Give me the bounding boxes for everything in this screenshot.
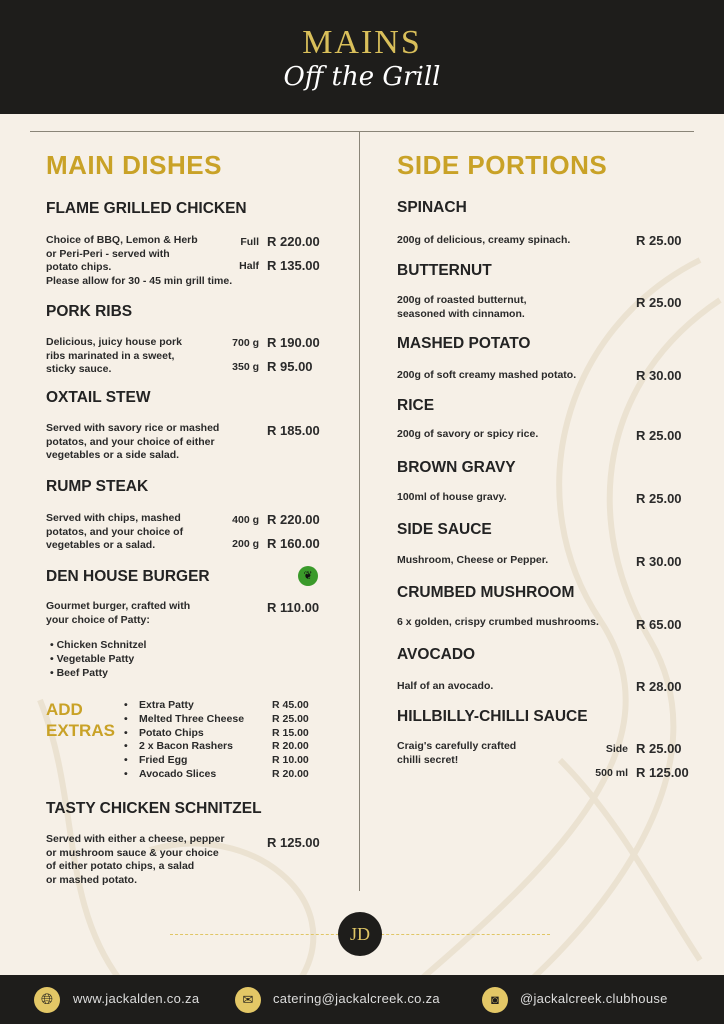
header bbox=[0, 0, 724, 114]
vegan-leaf-icon: ❦ bbox=[298, 566, 318, 586]
item-description bbox=[397, 616, 599, 630]
footer bbox=[0, 975, 724, 1024]
item-name: RUMP STEAK bbox=[46, 478, 149, 495]
extra-price: R 20.00 bbox=[272, 768, 309, 780]
item-price: R 190.00 bbox=[267, 335, 320, 350]
portion-label: 200 g bbox=[232, 538, 259, 550]
item-price: R 30.00 bbox=[636, 368, 682, 383]
item-price: R 125.00 bbox=[636, 765, 689, 780]
extra-bullet: • bbox=[124, 712, 128, 725]
item-name: DEN HOUSE BURGER bbox=[46, 568, 210, 585]
item-description bbox=[46, 336, 182, 377]
item-price: R 185.00 bbox=[267, 423, 320, 438]
description-line: 200g of delicious, creamy spinach. bbox=[397, 234, 571, 246]
item-price: R 220.00 bbox=[267, 234, 320, 249]
item-name: AVOCADO bbox=[397, 646, 476, 663]
description-line: vegetables or a salad. bbox=[46, 539, 156, 551]
column-divider bbox=[359, 131, 360, 891]
item-description bbox=[397, 428, 538, 442]
burger-option: • Chicken Schnitzel bbox=[50, 639, 147, 651]
item-name: HILLBILLY-CHILLI SAUCE bbox=[397, 708, 588, 725]
extra-price: R 20.00 bbox=[272, 740, 309, 753]
item-description bbox=[46, 512, 183, 553]
description-line: 200g of roasted butternut, bbox=[397, 294, 527, 306]
description-line: vegetables or a side salad. bbox=[46, 449, 180, 461]
globe-icon: 🌐︎ bbox=[34, 987, 60, 1013]
extra-price: R 10.00 bbox=[272, 754, 309, 767]
portion-label: 350 g bbox=[232, 361, 259, 373]
extras-title-line1: ADD bbox=[46, 700, 83, 719]
item-price: R 25.00 bbox=[636, 233, 682, 248]
description-line: 100ml of house gravy. bbox=[397, 491, 507, 503]
side-portions-title: SIDE PORTIONS bbox=[397, 150, 608, 180]
portion-label: Full bbox=[240, 236, 259, 248]
social-link[interactable]: @jackalcreek.clubhouse bbox=[520, 991, 668, 1006]
description-line: Please allow for 30 - 45 min grill time. bbox=[46, 274, 233, 287]
item-price: R 160.00 bbox=[267, 536, 320, 551]
email-link[interactable]: catering@jackalcreek.co.za bbox=[273, 991, 440, 1006]
page-title: MAINS bbox=[302, 24, 422, 61]
description-line: Craig's carefully crafted bbox=[397, 740, 517, 752]
item-price: R 110.00 bbox=[267, 600, 320, 615]
extra-bullet: • bbox=[124, 699, 128, 711]
extras-title bbox=[46, 699, 115, 741]
description-line: Gourmet burger, crafted with bbox=[46, 600, 191, 612]
mail-icon: ✉ bbox=[235, 987, 261, 1013]
item-name: BUTTERNUT bbox=[397, 262, 492, 279]
item-name: CRUMBED MUSHROOM bbox=[397, 584, 575, 601]
extra-price: R 25.00 bbox=[272, 712, 309, 725]
description-line: 6 x golden, crispy crumbed mushrooms. bbox=[397, 616, 599, 628]
logo bbox=[338, 912, 382, 956]
item-description bbox=[397, 680, 493, 694]
portion-label: 700 g bbox=[232, 337, 259, 349]
logo-text: JD bbox=[349, 924, 370, 944]
item-name: BROWN GRAVY bbox=[397, 459, 516, 476]
burger-option: • Beef Patty bbox=[50, 666, 108, 679]
description-line: or mushroom sauce & your choice bbox=[46, 846, 219, 859]
item-name: OXTAIL STEW bbox=[46, 389, 151, 406]
item-description bbox=[397, 369, 576, 383]
description-line: potato chips. bbox=[46, 261, 112, 273]
description-line: Served with savory rice or mashed bbox=[46, 422, 220, 434]
item-name: FLAME GRILLED CHICKEN bbox=[46, 200, 247, 217]
website-link[interactable]: www.jackalden.co.za bbox=[73, 991, 200, 1006]
item-description bbox=[397, 491, 507, 505]
item-price: R 25.00 bbox=[636, 295, 682, 310]
item-price: R 30.00 bbox=[636, 554, 682, 569]
extra-bullet: • bbox=[124, 740, 128, 753]
item-price: R 28.00 bbox=[636, 679, 682, 694]
item-name: SPINACH bbox=[397, 199, 467, 216]
item-price: R 25.00 bbox=[636, 491, 682, 506]
item-description bbox=[46, 422, 219, 463]
page-subtitle: Off the Grill bbox=[283, 62, 441, 92]
description-line: Served with chips, mashed bbox=[46, 512, 181, 524]
extra-name: Melted Three Cheese bbox=[139, 712, 245, 725]
description-line: sticky sauce. bbox=[46, 363, 112, 375]
item-price: R 65.00 bbox=[636, 617, 682, 632]
camera-icon: ◙ bbox=[482, 987, 508, 1013]
extra-name: Extra Patty bbox=[139, 699, 194, 711]
portion-label: 500 ml bbox=[595, 767, 628, 779]
burger-option: • Vegetable Patty bbox=[50, 652, 135, 665]
description-line: Served with either a cheese, pepper bbox=[46, 833, 225, 845]
description-line: chilli secret! bbox=[397, 753, 459, 766]
description-line: Choice of BBQ, Lemon & Herb bbox=[46, 234, 198, 246]
extras-title-line2: EXTRAS bbox=[46, 721, 115, 740]
description-line: your choice of Patty: bbox=[46, 613, 150, 626]
description-line: ribs marinated in a sweet, bbox=[46, 349, 175, 362]
item-name: PORK RIBS bbox=[46, 303, 133, 320]
divider bbox=[30, 131, 694, 132]
extra-name: Fried Egg bbox=[139, 754, 188, 767]
description-line: Mushroom, Cheese or Pepper. bbox=[397, 554, 549, 566]
description-line: seasoned with cinnamon. bbox=[397, 307, 525, 320]
item-description bbox=[397, 294, 527, 321]
item-price: R 25.00 bbox=[636, 741, 682, 756]
item-price: R 135.00 bbox=[267, 258, 320, 273]
item-name: TASTY CHICKEN SCHNITZEL bbox=[46, 800, 262, 817]
extra-bullet: • bbox=[124, 726, 128, 739]
description-line: Half of an avocado. bbox=[397, 680, 494, 692]
portion-label: Side bbox=[605, 743, 628, 755]
extra-name: 2 x Bacon Rashers bbox=[139, 740, 233, 753]
portion-label: 400 g bbox=[232, 514, 259, 526]
item-price: R 220.00 bbox=[267, 512, 320, 527]
item-description bbox=[397, 554, 548, 568]
description-line: Delicious, juicy house pork bbox=[46, 336, 182, 348]
description-line: or Peri-Peri - served with bbox=[46, 247, 170, 260]
extra-bullet: • bbox=[124, 754, 128, 767]
item-name: SIDE SAUCE bbox=[397, 521, 492, 538]
description-line: potatos, and your choice of bbox=[46, 525, 184, 538]
item-description bbox=[46, 833, 225, 887]
item-price: R 95.00 bbox=[267, 359, 313, 374]
extra-price: R 15.00 bbox=[272, 726, 309, 739]
description-line: 200g of savory or spicy rice. bbox=[397, 428, 539, 440]
item-price: R 25.00 bbox=[636, 428, 682, 443]
description-line: potatos, and your choice of either bbox=[46, 435, 215, 448]
item-name: MASHED POTATO bbox=[397, 335, 531, 352]
item-description bbox=[397, 740, 516, 767]
item-description bbox=[397, 234, 570, 248]
description-line: of either potato chips, a salad bbox=[46, 860, 195, 872]
portion-label: Half bbox=[239, 260, 259, 272]
item-description bbox=[46, 600, 190, 627]
item-name: RICE bbox=[397, 397, 435, 414]
description-line: or mashed potato. bbox=[46, 873, 138, 886]
extra-price: R 45.00 bbox=[272, 699, 309, 711]
main-dishes-title: MAIN DISHES bbox=[46, 150, 222, 180]
description-line: 200g of soft creamy mashed potato. bbox=[397, 369, 577, 381]
extra-name: Potato Chips bbox=[139, 726, 204, 739]
extra-bullet: • bbox=[124, 768, 128, 780]
item-price: R 125.00 bbox=[267, 835, 320, 850]
extra-name: Avocado Slices bbox=[139, 768, 217, 780]
